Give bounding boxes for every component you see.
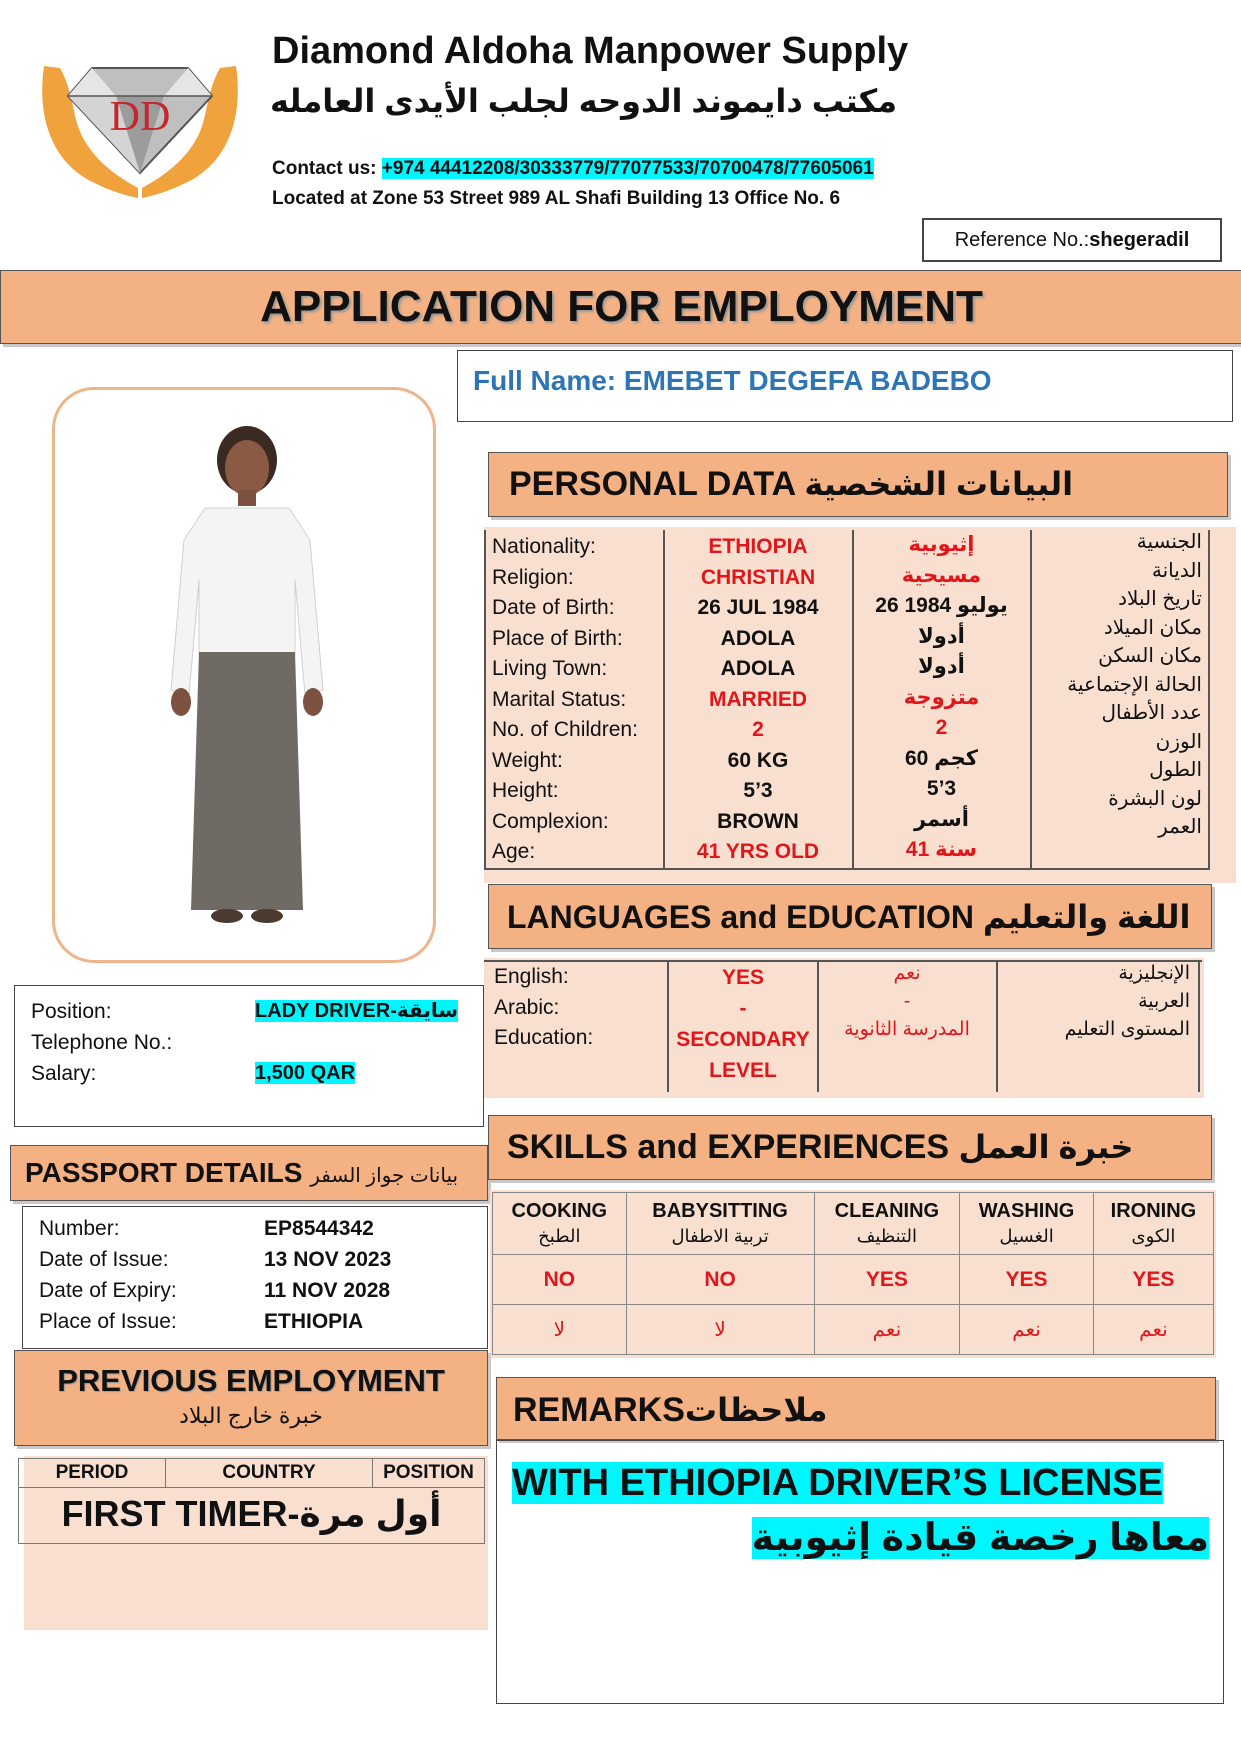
pd-value-5: MARRIED xyxy=(709,687,807,711)
pd-value-6: 2 xyxy=(752,718,764,741)
skill-value-ar-4: نعم xyxy=(1093,1305,1213,1355)
skill-value-ar-0: لا xyxy=(493,1305,627,1355)
lang-label-1: Arabic: xyxy=(494,995,560,1019)
pd-label-2: Date of Birth: xyxy=(492,596,615,619)
skills-title-ar: خبرة العمل xyxy=(958,1129,1134,1165)
pd-labels-ar xyxy=(1032,528,1202,842)
skill-name-2: CLEANING xyxy=(834,1199,940,1222)
skills-header xyxy=(488,1115,1212,1180)
pd-value-ar-10: 41 سنة xyxy=(905,838,978,861)
pd-label-6: No. of Children: xyxy=(492,718,638,741)
position-label: Position: xyxy=(31,1000,112,1023)
languages-header xyxy=(488,884,1212,949)
lang-label-0: English: xyxy=(494,965,569,988)
skill-header-1 xyxy=(626,1193,814,1255)
page-title: APPLICATION FOR EMPLOYMENT xyxy=(260,282,983,331)
company-name-en: Diamond Aldoha Manpower Supply xyxy=(272,30,909,72)
skill-name-0: COOKING xyxy=(511,1199,608,1222)
pd-value-ar-0: إثيوبية xyxy=(908,533,975,556)
pd-values-en xyxy=(664,532,852,868)
skill-value-0: NO xyxy=(493,1255,627,1305)
reference-value: shegeradil xyxy=(1089,228,1190,251)
languages-title-en: LANGUAGES and EDUCATION xyxy=(507,899,974,935)
pd-value-ar-2: 26 يوليو 1984 xyxy=(875,594,1008,617)
pd-label-ar-10: العمر xyxy=(1158,816,1202,838)
pd-label-ar-1: الديانة xyxy=(1151,559,1202,582)
skill-name-3: WASHING xyxy=(978,1199,1075,1222)
skills-panel xyxy=(490,1190,1216,1358)
lang-value-2: SECONDARY LEVEL xyxy=(676,1028,810,1082)
skill-name-ar-1: تربية الاطفال xyxy=(671,1225,769,1246)
pd-label-ar-4: مكان السكن xyxy=(1098,645,1202,667)
skill-value-ar-2: نعم xyxy=(814,1305,960,1355)
remarks-line-1: WITH ETHIOPIA DRIVER’S LICENSE xyxy=(512,1462,1163,1504)
applicant-photo xyxy=(52,387,436,963)
pd-label-10: Age: xyxy=(492,840,536,863)
lang-label-ar-0: الإنجليزية xyxy=(1118,963,1190,984)
pd-label-5: Marital Status: xyxy=(492,687,627,711)
pd-label-1: Religion: xyxy=(492,565,574,589)
title-bar xyxy=(0,270,1241,344)
lang-value-0: YES xyxy=(721,966,765,989)
pd-values-ar xyxy=(853,530,1030,866)
contact-numbers: +974 44412208/30333779/77077533/70700478/77605061 xyxy=(381,158,874,179)
pd-label-ar-5: الحالة الإجتماعية xyxy=(1067,673,1202,696)
lang-value-ar-1: - xyxy=(903,991,911,1012)
passport-labels xyxy=(39,1213,177,1337)
passport-title-en: PASSPORT DETAILS xyxy=(25,1157,303,1188)
pd-label-ar-7: الوزن xyxy=(1155,730,1202,753)
skill-header-0 xyxy=(493,1193,627,1255)
remarks-header xyxy=(496,1377,1216,1440)
skill-value-ar-1: لا xyxy=(626,1305,814,1355)
passport-value-1: 13 NOV 2023 xyxy=(264,1248,392,1271)
skills-table xyxy=(492,1192,1214,1355)
pd-value-9: BROWN xyxy=(717,809,799,833)
lang-value-ar-0: نعم xyxy=(893,963,921,984)
full-name-value: EMEBET DEGEFA BADEBO xyxy=(623,365,992,396)
previous-employment-title-en: PREVIOUS EMPLOYMENT xyxy=(57,1363,445,1398)
position-box xyxy=(14,985,484,1127)
languages-title-ar: اللغة والتعليم xyxy=(982,899,1191,935)
remarks-title-en: REMARKS xyxy=(513,1391,685,1429)
passport-value-3: ETHIOPIA xyxy=(264,1310,364,1333)
previous-employment-title-ar: خبرة خارج البلاد xyxy=(179,1403,323,1428)
languages-table xyxy=(484,960,1204,1096)
position-value: LADY DRIVER-سايقة xyxy=(255,1000,459,1022)
skill-value-1: NO xyxy=(626,1255,814,1305)
company-name-ar: مكتب دايموند الدوحه لجلب الأيدى العامله xyxy=(270,83,898,119)
logo-letters: DD xyxy=(109,94,171,140)
company-logo xyxy=(30,38,250,213)
passport-value-2: 11 NOV 2028 xyxy=(264,1279,391,1302)
lang-value-1: - xyxy=(739,997,747,1020)
salary-label: Salary: xyxy=(31,1062,97,1085)
pd-value-ar-3: أدولا xyxy=(918,624,965,648)
skill-name-4: IRONING xyxy=(1110,1199,1197,1222)
skill-name-ar-4: الكوى xyxy=(1131,1225,1176,1246)
pd-value-ar-1: مسيحية xyxy=(901,563,982,587)
passport-label-1: Date of Issue: xyxy=(39,1248,169,1271)
reference-label: Reference No.: xyxy=(954,228,1090,251)
remarks-line-2: معاها رخصة قيادة إثيوبية xyxy=(751,1517,1209,1559)
full-name-label: Full Name: xyxy=(473,365,617,396)
skill-name-ar-0: الطبخ xyxy=(538,1225,581,1246)
contact-label: Contact us: xyxy=(272,158,377,179)
personal-data-title-ar: البيانات الشخصية xyxy=(804,466,1074,502)
personal-data-table xyxy=(484,530,1236,870)
remarks-box xyxy=(496,1440,1224,1704)
pd-value-4: ADOLA xyxy=(720,657,796,680)
skill-header-4 xyxy=(1093,1193,1213,1255)
pd-label-0: Nationality: xyxy=(492,535,596,558)
pd-value-ar-9: أسمر xyxy=(914,807,969,831)
skill-name-1: BABYSITTING xyxy=(652,1199,788,1222)
pd-label-9: Complexion: xyxy=(492,809,609,833)
pd-label-ar-2: تاريخ البلاد xyxy=(1118,588,1202,610)
passport-box xyxy=(22,1206,488,1349)
passport-label-0: Number: xyxy=(39,1217,120,1240)
pd-value-ar-7: 60 كجم xyxy=(904,746,979,770)
passport-value-0: EP8544342 xyxy=(264,1217,374,1240)
pd-label-ar-3: مكان الميلاد xyxy=(1103,616,1202,639)
personal-data-title-en: PERSONAL DATA xyxy=(509,465,795,503)
lang-labels-ar xyxy=(998,960,1190,1044)
pd-value-2: 26 JUL 1984 xyxy=(697,596,819,619)
lang-values-en xyxy=(668,962,818,1086)
passport-values xyxy=(264,1213,391,1337)
pd-label-7: Weight: xyxy=(492,748,563,772)
telephone-label: Telephone No.: xyxy=(31,1031,173,1054)
skills-title-en: SKILLS and EXPERIENCES xyxy=(507,1128,950,1166)
skill-header-3 xyxy=(960,1193,1094,1255)
pd-value-ar-6: 2 xyxy=(935,716,948,739)
pd-label-3: Place of Birth: xyxy=(492,626,623,650)
col-position: POSITION xyxy=(383,1462,474,1483)
pd-value-ar-4: أدولا xyxy=(918,655,965,678)
skill-value-2: YES xyxy=(814,1255,960,1305)
contact-line xyxy=(272,158,874,180)
pd-label-8: Height: xyxy=(492,779,559,802)
pd-value-3: ADOLA xyxy=(720,626,796,650)
pd-label-ar-6: عدد الأطفال xyxy=(1101,702,1202,724)
col-country: COUNTRY xyxy=(166,1459,373,1487)
passport-label-3: Place of Issue: xyxy=(39,1310,177,1333)
lang-label-ar-2: المستوى التعليم xyxy=(1064,1019,1190,1040)
pd-value-8: 5’3 xyxy=(743,779,773,802)
full-name-box xyxy=(457,350,1233,422)
pd-label-ar-9: لون البشرة xyxy=(1108,787,1202,810)
pd-value-7: 60 KG xyxy=(727,748,789,772)
passport-title-ar: بيانات جواز السفر xyxy=(310,1165,459,1187)
reference-box xyxy=(922,218,1222,262)
skill-header-2 xyxy=(814,1193,960,1255)
previous-employment-value: FIRST TIMER-أول مرة xyxy=(61,1493,442,1534)
pd-labels-en xyxy=(492,532,662,868)
skill-name-ar-2: التنظيف xyxy=(856,1225,917,1246)
pd-label-ar-0: الجنسية xyxy=(1136,531,1202,553)
skill-name-ar-3: الغسيل xyxy=(999,1225,1054,1246)
lang-label-2: Education: xyxy=(494,1026,594,1049)
personal-data-header xyxy=(488,452,1228,517)
pd-value-1: CHRISTIAN xyxy=(700,565,816,589)
pd-value-ar-8: 5’3 xyxy=(926,777,957,800)
pd-value-ar-5: متزوجة xyxy=(903,685,980,709)
lang-value-ar-2: المدرسة الثانوية xyxy=(844,1019,970,1040)
lang-labels-en xyxy=(494,962,664,1054)
passport-label-2: Date of Expiry: xyxy=(39,1279,177,1302)
office-location: Located at Zone 53 Street 989 AL Shafi Building 13 Office No. 6 xyxy=(272,188,841,209)
skill-value-ar-3: نعم xyxy=(960,1305,1094,1355)
passport-header xyxy=(10,1145,488,1201)
remarks-title-ar: ملاحظات xyxy=(684,1392,828,1428)
skill-value-4: YES xyxy=(1093,1255,1213,1305)
lang-values-ar xyxy=(818,960,996,1044)
skill-value-3: YES xyxy=(960,1255,1094,1305)
pd-label-ar-8: الطول xyxy=(1149,759,1202,781)
salary-value: 1,500 QAR xyxy=(255,1062,356,1084)
lang-label-ar-1: العربية xyxy=(1138,991,1190,1012)
pd-value-0: ETHIOPIA xyxy=(708,535,808,558)
pd-label-4: Living Town: xyxy=(492,657,608,680)
previous-employment-header xyxy=(14,1350,488,1446)
pd-value-10: 41 YRS OLD xyxy=(696,840,820,863)
previous-employment-table xyxy=(18,1458,485,1544)
col-period: PERIOD xyxy=(19,1459,166,1487)
